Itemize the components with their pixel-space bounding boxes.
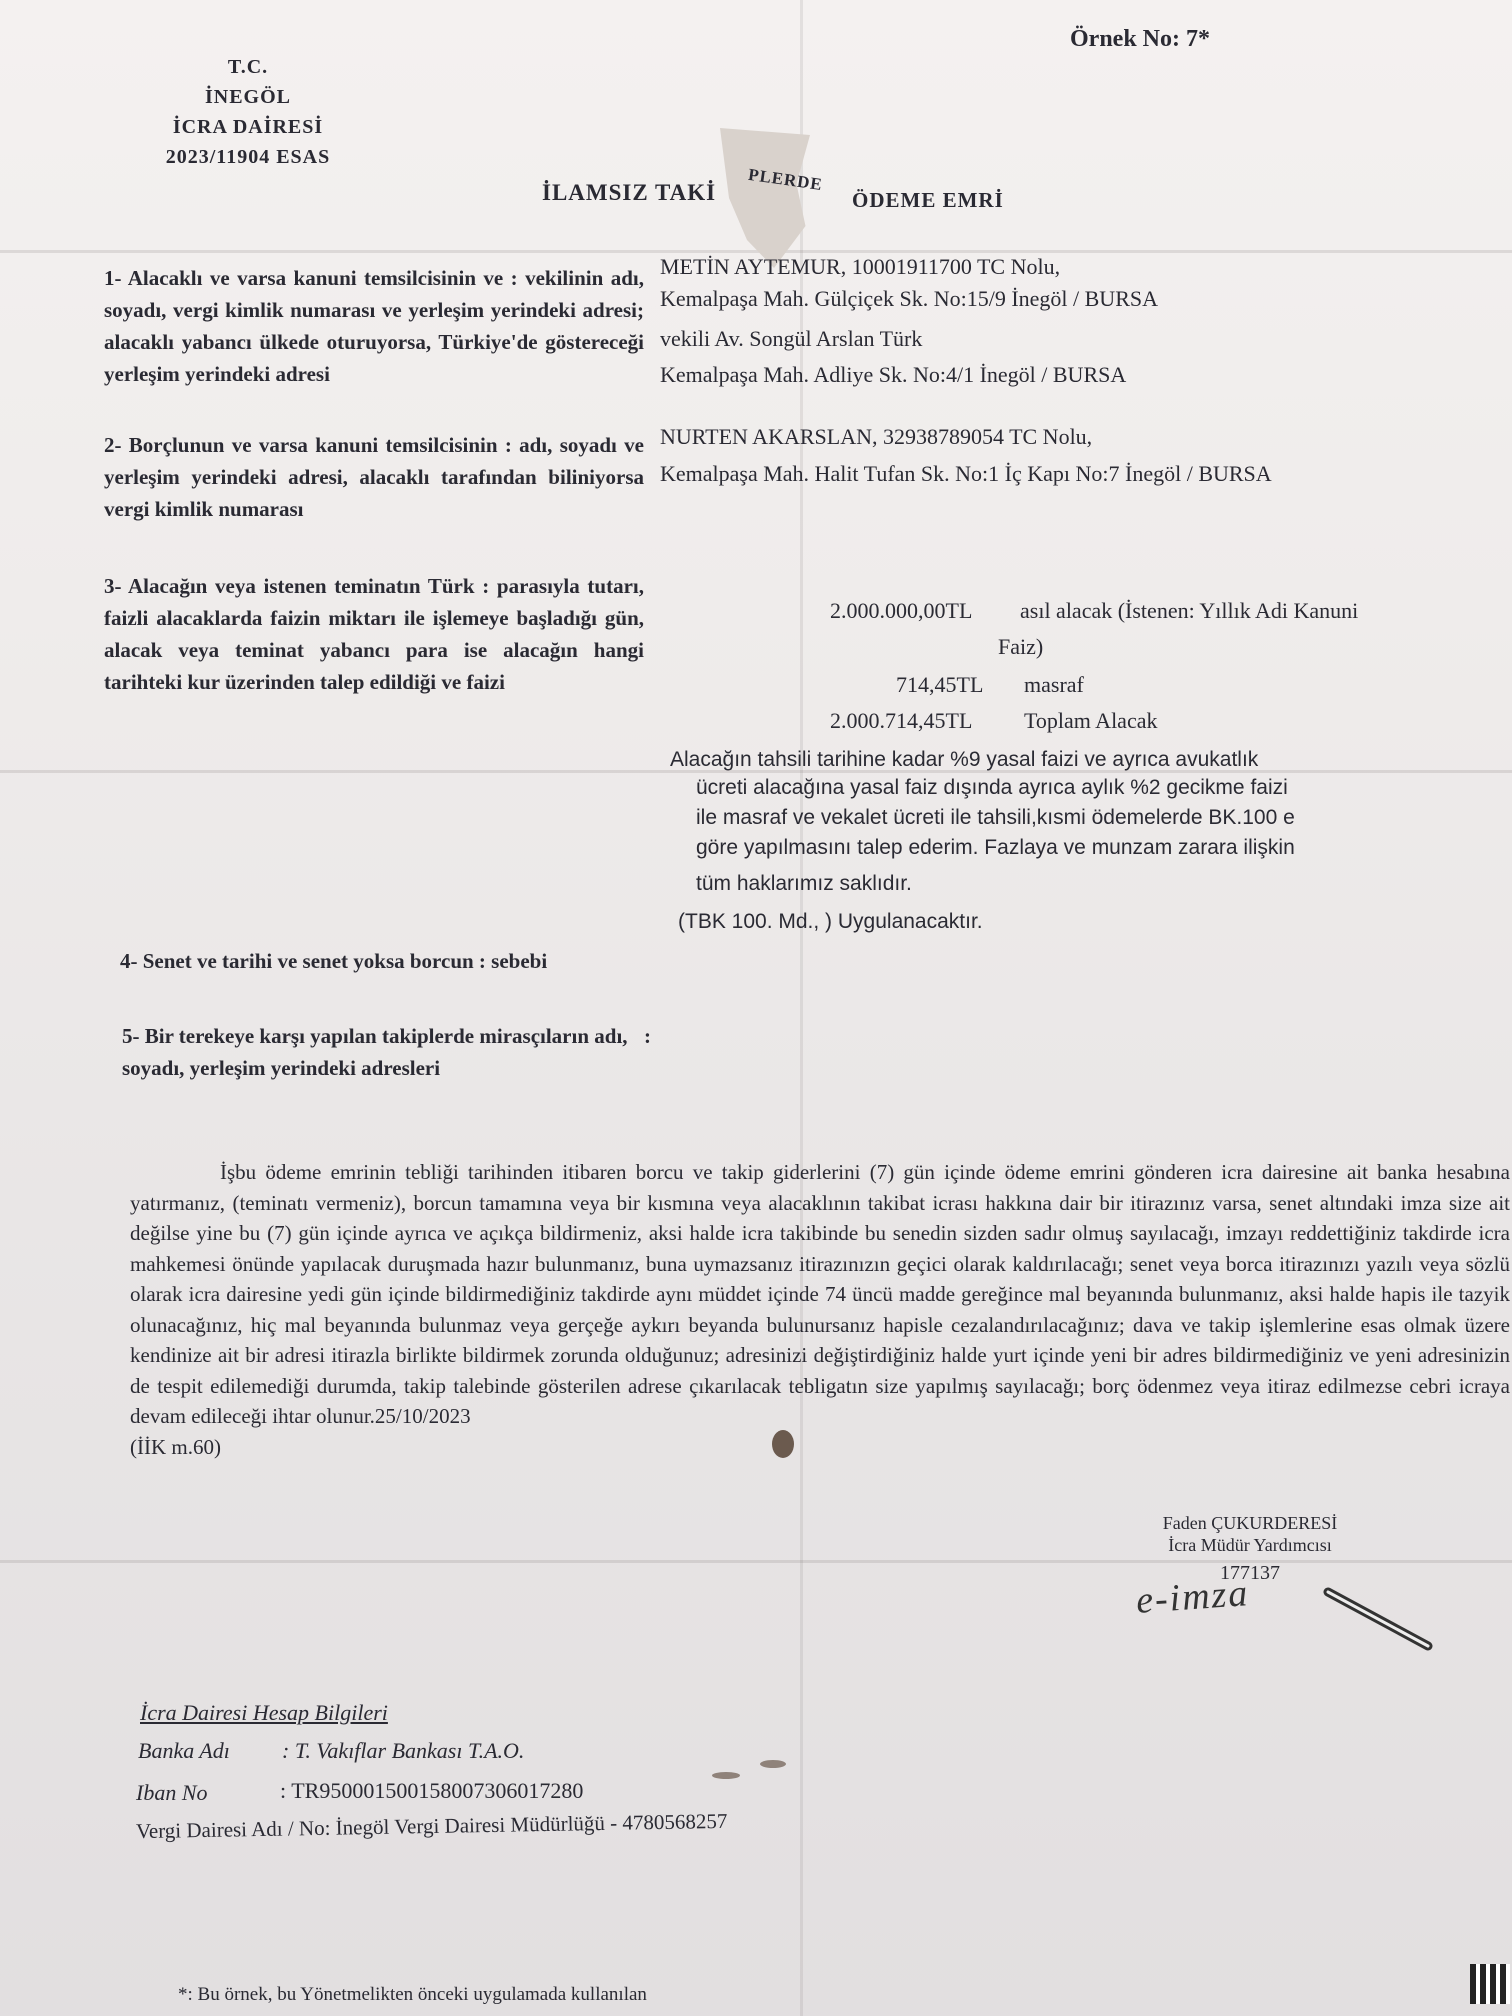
principal-description-cont: Faiz): [998, 634, 1044, 659]
section-5-label: 5- Bir terekeye karşı yapılan takiplerde mirasçıların adı, soyadı, yerleşim yerindeki adresleri: [122, 1024, 628, 1080]
expense-amount: 714,45TL: [896, 672, 984, 697]
law-reference: (İİK m.60): [130, 1434, 221, 1459]
creditor-line-1: METİN AYTEMUR, 10001911700 TC Nolu,: [660, 254, 1061, 279]
iban-label: Iban No: [136, 1780, 208, 1805]
header-office: İCRA DAİRESİ: [172, 116, 324, 138]
principal-amount: 2.000.000,00TL: [830, 598, 973, 623]
interest-note-4: göre yapılmasını talep ederim. Fazlaya ve munzam zarara ilişkin: [696, 836, 1295, 859]
section-3-label: 3- Alacağın veya istenen teminatın Türk : parasıyla tutarı, faizli alacaklarda faizin miktarı ile işlemeye başladığı gün, alacak veya teminat yabancı para ise alacağın hangi tarihteki kur üzerinden talep edildiği ve faizi: [104, 574, 644, 694]
debtor-line-2: Kemalpaşa Mah. Halit Tufan Sk. No:1 İç Kapı No:7 İnegöl / BURSA: [660, 461, 1272, 486]
header-tc: T.C.: [227, 56, 269, 78]
interest-note-6: (TBK 100. Md., ) Uygulanacaktır.: [678, 910, 983, 933]
officer-id: 177137: [1220, 1562, 1280, 1584]
document-title-left: İLAMSIZ TAKİ: [542, 180, 717, 205]
iban-value: : TR950001500158007306017280: [280, 1778, 584, 1803]
bank-name-label: Banka Adı: [138, 1738, 230, 1763]
legal-notice-text: İşbu ödeme emrinin tebliği tarihinden itibaren borcu ve takip giderlerini (7) gün içinde ödeme emrini gönderen icra dairesine ait banka hesabına yatırmanız, (teminatı vermeniz), borcun tamamına veya bir kısmına veya alacaklının takibat icrası hakkına dair bir itirazınız varsa, senet altındaki imza size ait değilse yine bu (7) gün içinde ayrıca ve açıkça bildirmeniz, aksi halde icra takibinde bu senedin sizden sadır olmuş sayılacağı, imzayı reddettiğiniz takdirde icra mahkemesi önünde yapılacak duruşmada hazır bulunmanız, buna uymazsanız itirazınızın geçici olarak kaldırılacağı; senet veya borca itirazınızı yazılı veya sözlü olarak icra dairesine yedi gün içinde bildirmediğiniz takdirde aynı müddet içinde 74 üncü madde gereğince mal beyanında bulunmanız, aksi halde hapis ile tazyik olunacağınız, hiç mal beyanında bulunmaz veya gerçeğe aykırı beyanda bulunursanız hapisle cezalandırılacağınız; dava ve takip işlemlerine esas olmak üzere kendinize ait bir adresi itirazla birlikte bildirmek zorunda olduğunuz; adresinizi değiştirdiğiniz halde yurt içinde yeni bir adres bildirmediğiniz ve yeni adresinizin de tespit edilemediği durumda, takip talebinde gösterilen adrese çıkarılacak tebligatın size yapılmış sayılacağı; borç ödenmez veya itiraz edilmezse cebri icraya devam edileceği ihtar olunur.25/10/2023: [130, 1160, 1510, 1428]
officer-role: İcra Müdür Yardımcısı: [1168, 1535, 1332, 1555]
tax-office-line: Vergi Dairesi Adı / No: İnegöl Vergi Dairesi Müdürlüğü - 4780568257: [135, 1808, 728, 1844]
signature-block: [1110, 1512, 1390, 1584]
header-city: İNEGÖL: [204, 86, 292, 108]
sample-number: Örnek No: 7*: [1070, 26, 1210, 52]
total-amount: 2.000.714,45TL: [830, 708, 973, 733]
torn-paper-patch: [720, 128, 810, 268]
creditor-line-2: Kemalpaşa Mah. Gülçiçek Sk. No:15/9 İnegöl / BURSA: [660, 286, 1158, 311]
header-file-no: 2023/11904 ESAS: [165, 146, 331, 168]
debtor-line-1: NURTEN AKARSLAN, 32938789054 TC Nolu,: [660, 424, 1093, 449]
interest-note-3: ile masraf ve vekalet ücreti ile tahsili,kısmi ödemelerde BK.100 e: [696, 806, 1295, 829]
section-5-colon: :: [644, 1024, 651, 1048]
creditor-line-3: vekili Av. Songül Arslan Türk: [660, 326, 923, 351]
qr-code: [1470, 1964, 1510, 2004]
creditor-line-4: Kemalpaşa Mah. Adliye Sk. No:4/1 İnegöl / BURSA: [660, 362, 1127, 387]
legal-notice-paragraph: [130, 1157, 1510, 1462]
section-2-label: 2- Borçlunun ve varsa kanuni temsilcisinin : adı, soyadı ve yerleşim yerindeki adresi, alacaklı tarafından biliniyorsa vergi kimlik numarası: [104, 433, 644, 521]
office-header: [128, 52, 368, 172]
footnote: *: Bu örnek, bu Yönetmelikten önceki uygulamada kullanılan: [178, 1984, 647, 2005]
bank-name-value: : T. Vakıflar Bankası T.A.O.: [282, 1738, 525, 1763]
expense-description: masraf: [1024, 672, 1084, 697]
e-signature-mark: e-imza: [1134, 1572, 1251, 1622]
pen-icon: [1320, 1582, 1440, 1662]
paper-hole: [712, 1772, 740, 1779]
total-description: Toplam Alacak: [1024, 708, 1158, 733]
interest-note-5: tüm haklarımız saklıdır.: [696, 872, 912, 895]
section-4-label: 4- Senet ve tarihi ve senet yoksa borcun : sebebi: [120, 949, 548, 973]
principal-description: asıl alacak (İstenen: Yıllık Adi Kanuni: [1020, 598, 1359, 623]
interest-note-2: ücreti alacağına yasal faiz dışında ayrıca aylık %2 gecikme faizi: [696, 776, 1288, 799]
interest-note-1: Alacağın tahsili tarihine kadar %9 yasal faizi ve ayrıca avukatlık: [670, 748, 1259, 771]
officer-name: Faden ÇUKURDERESİ: [1162, 1513, 1338, 1533]
document-title-right: ÖDEME EMRİ: [852, 188, 1004, 212]
paper-hole: [760, 1760, 786, 1768]
document-title-torn: PLERDE: [747, 164, 824, 195]
section-1-label: 1- Alacaklı ve varsa kanuni temsilcisinin ve : vekilinin adı, soyadı, vergi kimlik numarası ve yerleşim yerindeki adresi; alacaklı yabancı ülkede oturuyorsa, Türkiye'de göstereceği yerleşim yerindeki adresi: [104, 266, 644, 386]
bank-info-heading: İcra Dairesi Hesap Bilgileri: [140, 1700, 388, 1725]
